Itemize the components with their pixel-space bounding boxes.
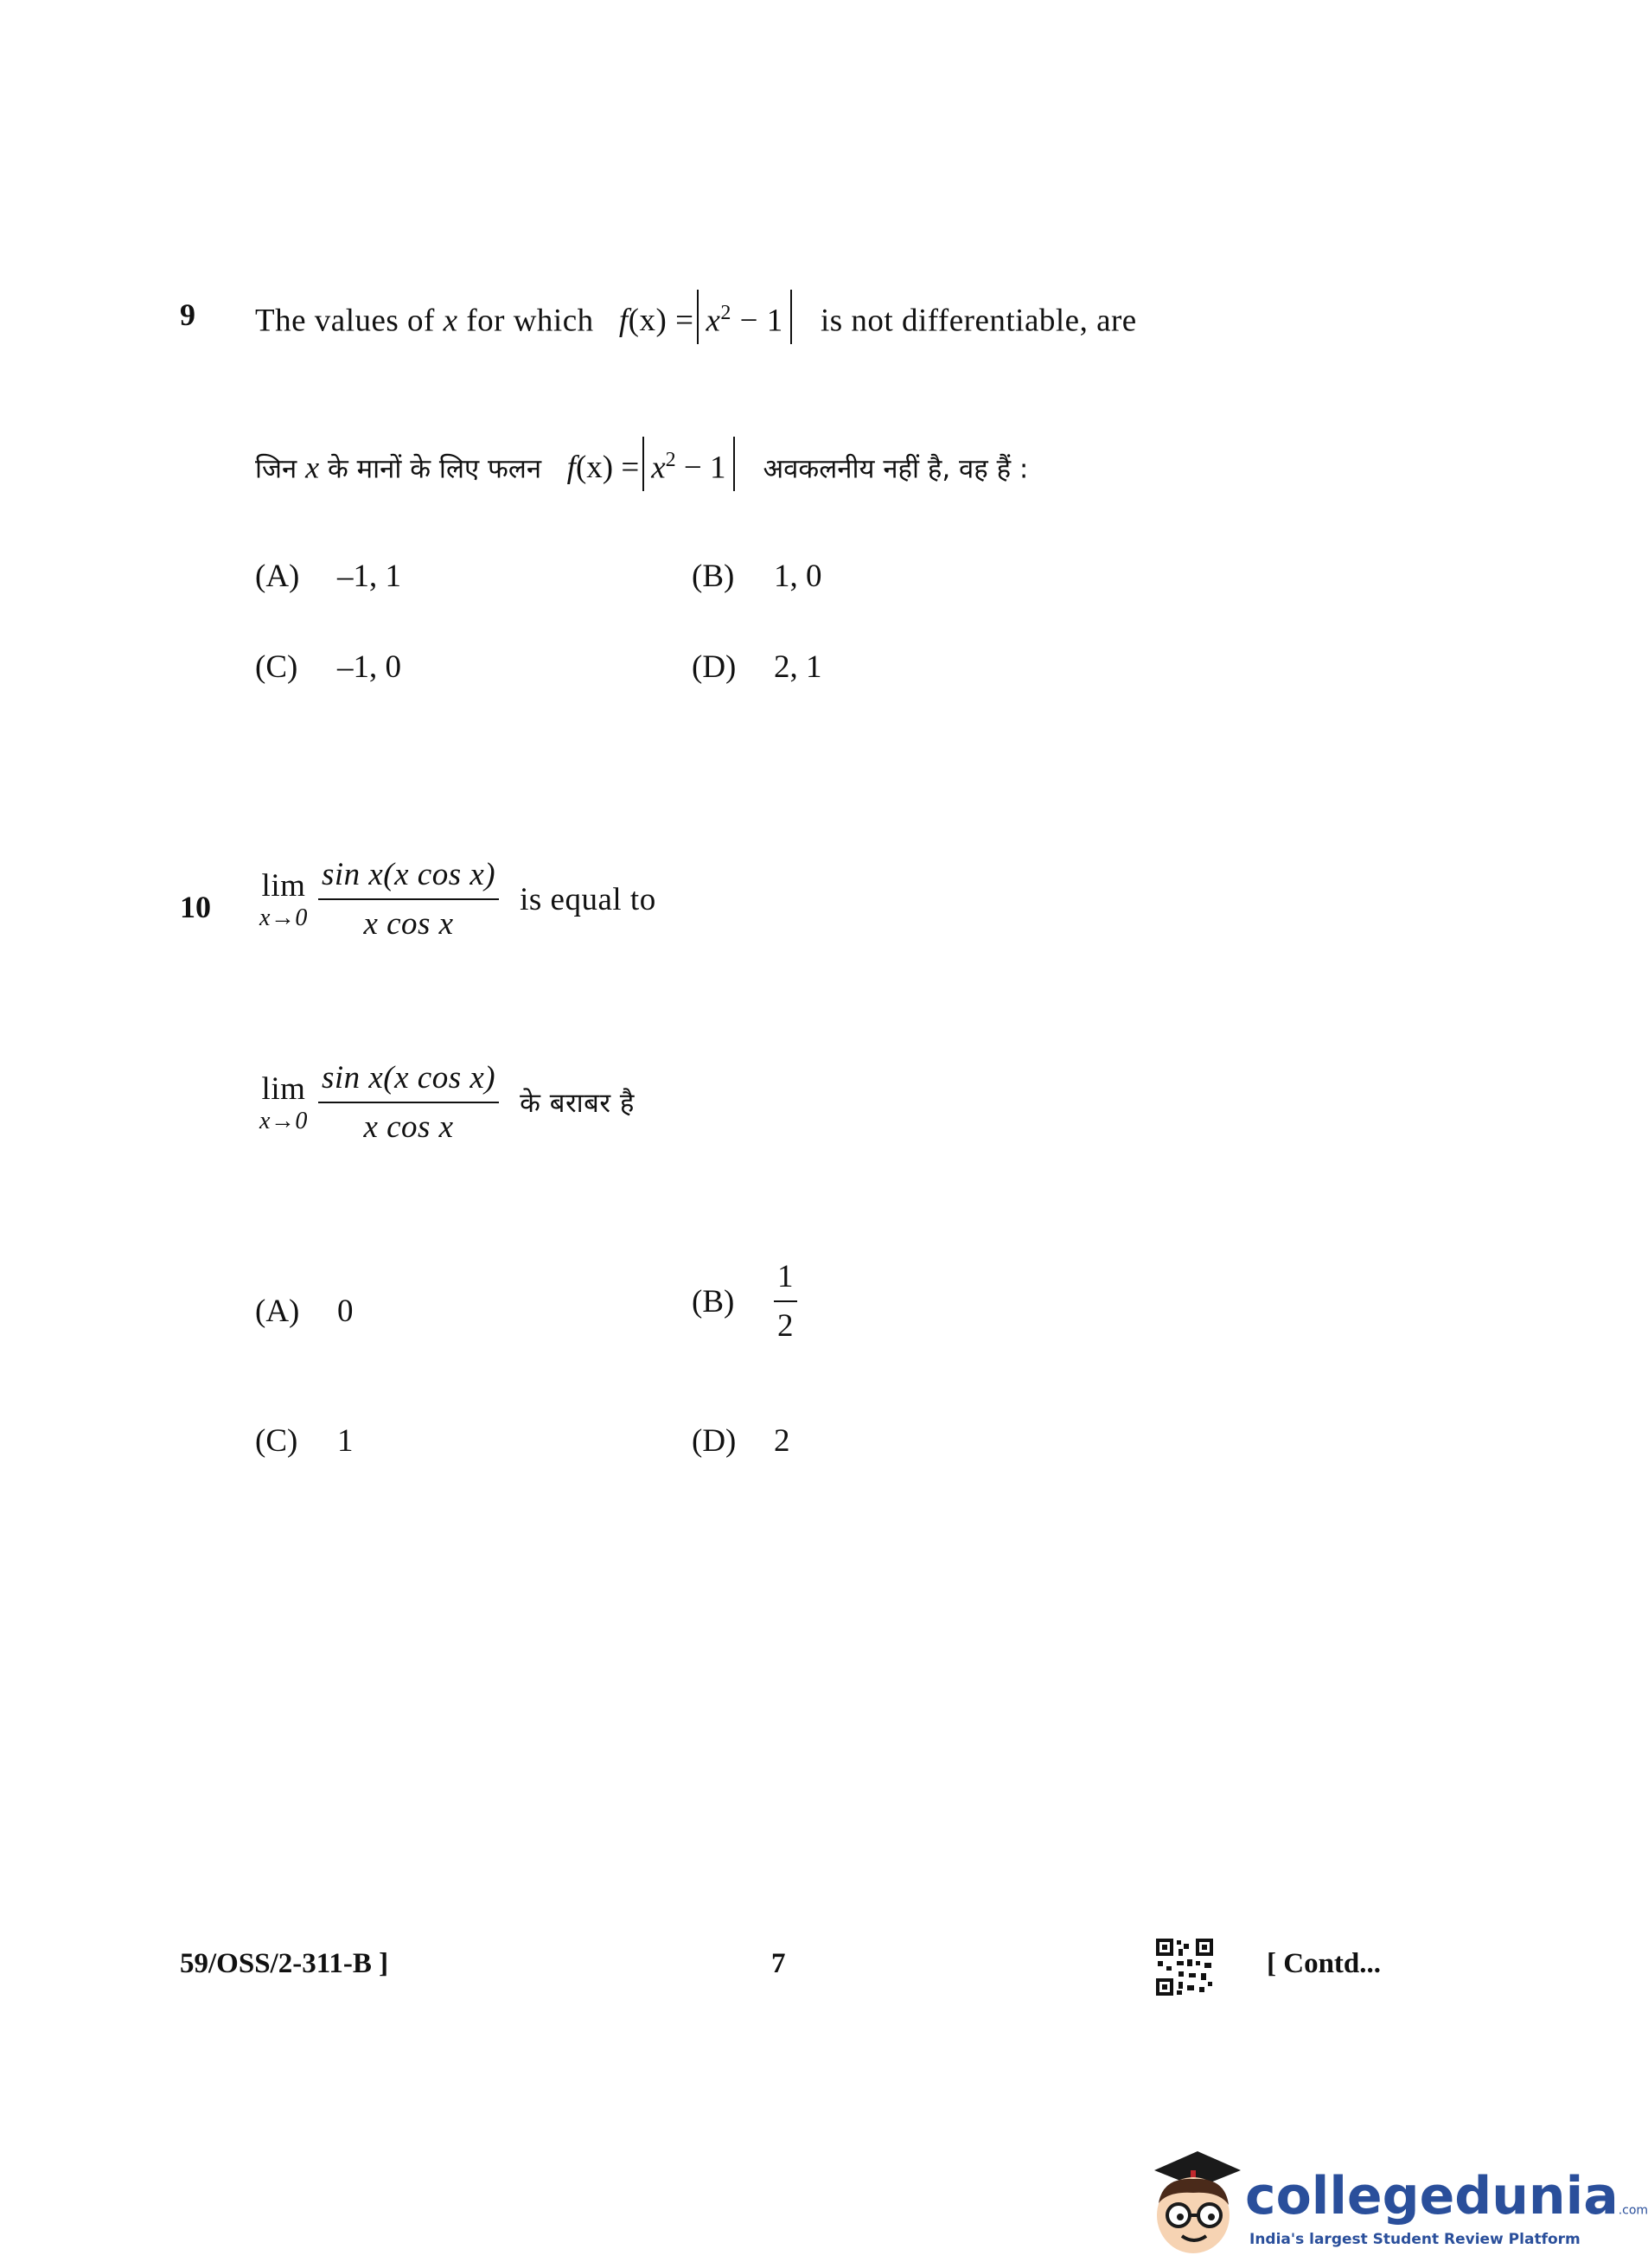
- q10-option-b-fraction: $\frac{1}{2}$: [774, 1258, 797, 1345]
- brand-logo: [1245, 2166, 1648, 2226]
- continued-label: [ Contd...: [1267, 1948, 1382, 1979]
- question-number-9: 9: [180, 297, 195, 332]
- q9-option-b[interactable]: (B) 1, 0: [692, 559, 822, 594]
- q9-option-a[interactable]: (A) –1, 1: [255, 559, 401, 594]
- qr-code-icon: [1154, 1937, 1215, 1997]
- q10-limit: lim x→0: [259, 867, 308, 931]
- q10-option-d[interactable]: (D) 2: [692, 1423, 790, 1459]
- question-10-hindi: [259, 1059, 635, 1146]
- q9-text-mid: for which: [466, 303, 594, 339]
- brand-name: collegedunia: [1245, 2166, 1619, 2226]
- q10-option-b[interactable]: (B) $\frac{1}{2}$: [692, 1258, 797, 1345]
- q10-option-c[interactable]: (C) 1: [255, 1423, 354, 1459]
- q10-fraction: $\frac{\text{sin x(x cos x)}}{\text{x cos x}}$: [318, 856, 499, 942]
- q10-option-a[interactable]: (A) 0: [255, 1294, 354, 1329]
- q10-hindi-post: के बराबर है: [520, 1088, 635, 1119]
- q10-text-post: is equal to: [520, 881, 656, 917]
- q9-hindi-pre: जिन: [255, 453, 297, 485]
- q9-function-expression: $f(x) = x^2 - 1$: [619, 303, 804, 338]
- question-9-english: [255, 290, 1137, 344]
- q9-text-pre: The values of: [255, 303, 435, 339]
- q10-hindi-limit: lim x→0: [259, 1070, 308, 1134]
- q9-option-d[interactable]: (D) 2, 1: [692, 649, 822, 685]
- q9-option-c[interactable]: (C) –1, 0: [255, 649, 401, 685]
- q9-hindi-post: अवकलनीय नहीं है, वह हैं :: [763, 453, 1029, 485]
- student-mascot-logo-icon: [1137, 2136, 1249, 2257]
- q9-hindi-function-expression: $f(x) = x^2 - 1$: [567, 450, 746, 485]
- question-number-10: 10: [180, 890, 211, 924]
- q9-hindi-mid: के मानों के लिए फलन: [327, 453, 542, 485]
- q9-var-x: x: [443, 303, 458, 339]
- brand-tagline: India's largest Student Review Platform: [1249, 2231, 1581, 2248]
- question-9-hindi: [255, 437, 1028, 491]
- page-number: 7: [771, 1948, 786, 1979]
- brand-suffix: .com: [1618, 2203, 1648, 2218]
- question-10-english: [259, 856, 656, 942]
- q9-hindi-var: x: [305, 450, 320, 485]
- q9-text-post: is not differentiable, are: [821, 303, 1137, 339]
- q10-hindi-fraction: $\frac{\text{sin x(x cos x)}}{\text{x cos x}}$: [318, 1059, 499, 1146]
- paper-code: 59/OSS/2-311-B ]: [180, 1948, 389, 1979]
